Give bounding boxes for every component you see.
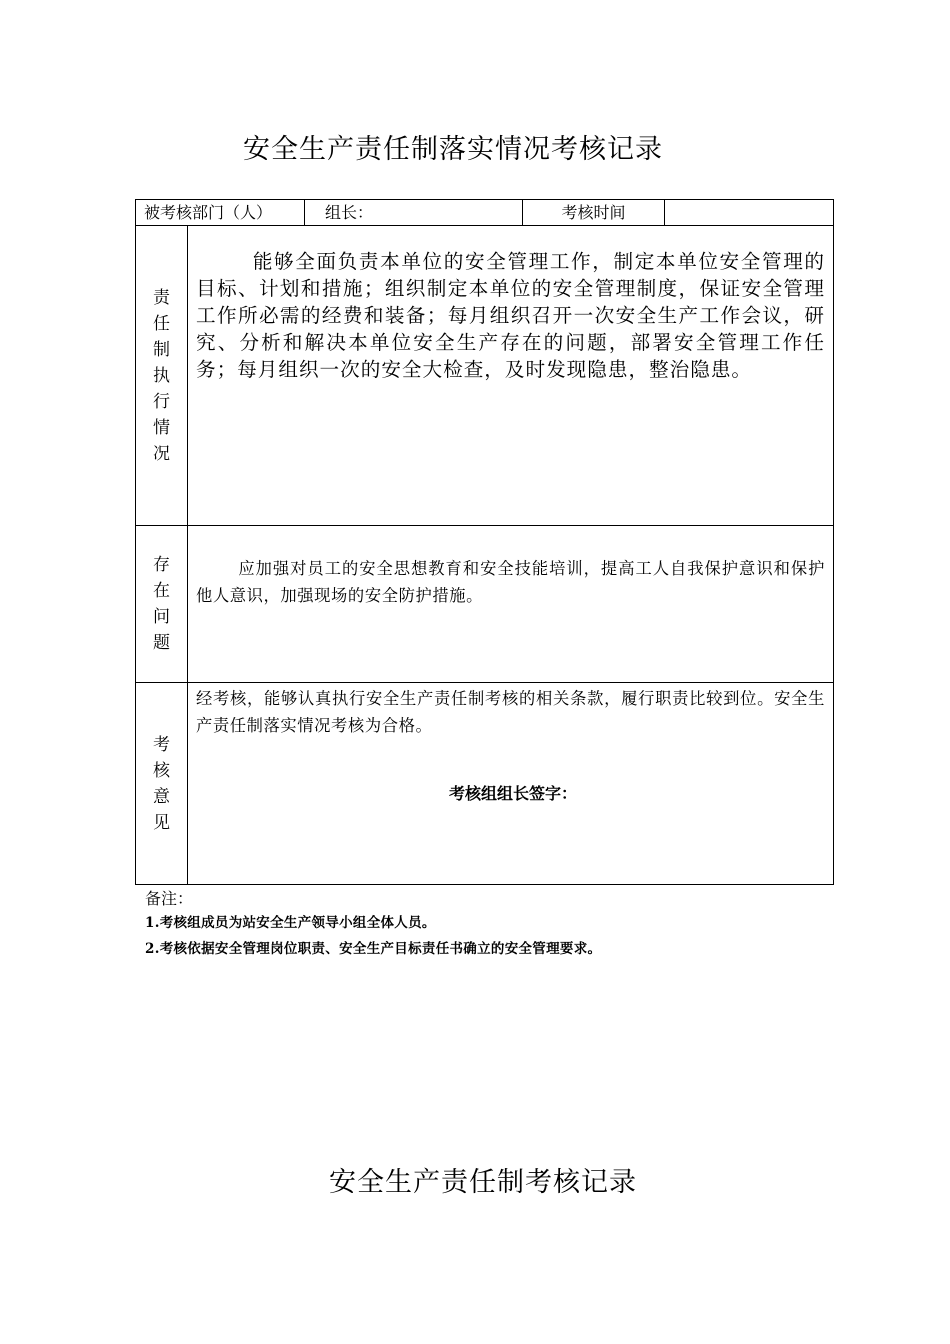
note-item: 1.考核组成员为站安全生产领导小组全体人员。 — [145, 915, 436, 931]
leader-signature-label: 考核组组长签字： — [449, 784, 578, 803]
page-title: 安全生产责任制落实情况考核记录 — [243, 134, 663, 165]
note-item: 2.考核依据安全管理岗位职责、安全生产目标责任书确立的安全管理要求。 — [145, 941, 602, 957]
assessment-time-value — [665, 200, 833, 225]
opinion-label: 考核意见 — [153, 734, 170, 833]
department-label: 被考核部门（人） — [144, 203, 273, 222]
notes-title: 备注： — [145, 889, 194, 908]
problems-label: 存在问题 — [153, 555, 170, 653]
column-divider — [304, 200, 305, 225]
execution-label: 责任制执行情况 — [153, 287, 170, 464]
opinion-section — [136, 683, 833, 884]
table-header-row — [136, 200, 833, 226]
second-page-title: 安全生产责任制考核记录 — [329, 1167, 637, 1198]
problems-label-cell — [136, 526, 188, 682]
assessment-record-table — [135, 199, 834, 885]
assessment-time-label: 考核时间 — [561, 203, 626, 222]
notes-block — [145, 888, 835, 962]
opinion-text: 经考核，能够认真执行安全生产责任制考核的相关条款，履行职责比较到位。安全生产责任制落实情况考核为合格。 — [196, 689, 825, 735]
execution-label-cell — [136, 226, 188, 525]
execution-section — [136, 226, 833, 526]
problems-section — [136, 526, 833, 683]
leader-label: 组长： — [325, 203, 374, 222]
execution-text: 能够全面负责本单位的安全管理工作，制定本单位安全管理的目标、计划和措施；组织制定本单位的安全管理制度，保证安全管理工作所必需的经费和装备；每月组织召开一次安全生产工作会议，研究、分析和解决本单位安全生产存在的问题，部署安全管理工作任务；每月组织一次的安全大检查，及时发现隐患，整治隐患。 — [196, 250, 825, 381]
problems-text: 应加强对员工的安全思想教育和安全技能培训，提高工人自我保护意识和保护他人意识，加强现场的安全防护措施。 — [196, 559, 825, 605]
opinion-label-cell — [136, 683, 188, 884]
